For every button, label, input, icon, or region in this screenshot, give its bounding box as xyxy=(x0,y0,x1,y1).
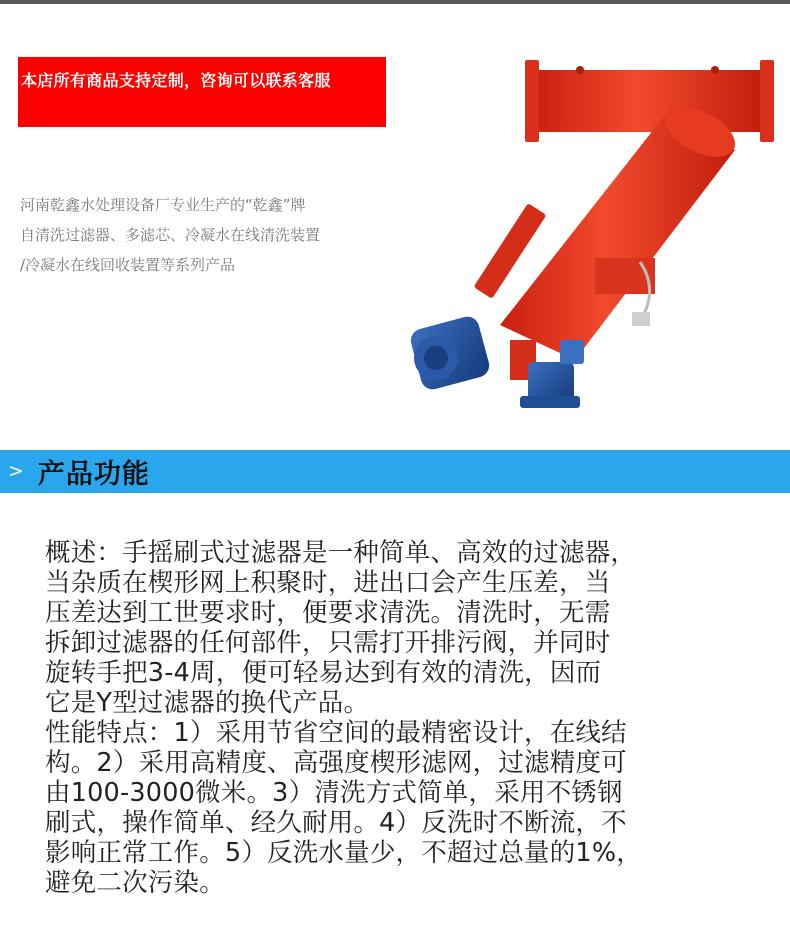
section-title: 产品功能 xyxy=(37,459,150,490)
product-image xyxy=(400,40,780,435)
description-line: 构。2）采用高精度、高强度楔形滤网，过滤精度可 xyxy=(45,748,627,778)
intro-line: 自清洗过滤器、多滤芯、冷凝水在线清洗装置 xyxy=(20,226,321,244)
description-line: 刷式，操作简单、经久耐用。4）反洗时不断流，不 xyxy=(45,808,627,838)
description-line: 避免二次污染。 xyxy=(45,868,225,898)
motor xyxy=(408,314,492,392)
description-line: 当杂质在楔形网上积聚时，进出口会产生压差，当 xyxy=(45,568,611,598)
intro-line: 河南乾鑫水处理设备厂专业生产的“乾鑫”牌 xyxy=(20,196,306,214)
pipe-flange-right xyxy=(760,60,774,142)
promo-banner xyxy=(18,57,386,127)
promo-text: 本店所有商品支持定制，咨询可以联系客服 xyxy=(21,71,331,90)
section-header xyxy=(0,450,790,493)
intro-paragraph xyxy=(20,190,400,280)
description-line: 拆卸过滤器的任何部件，只需打开排污阀，并同时 xyxy=(45,628,611,658)
main-pipe xyxy=(533,70,765,132)
description-line: 旋转手把3-4周，便可轻易达到有效的清洗，因而 xyxy=(45,658,602,688)
description-line: 由100-3000微米。3）清洗方式简单，采用不锈钢 xyxy=(45,778,623,808)
description-line: 性能特点：1）采用节省空间的最精密设计，在线结 xyxy=(45,718,627,748)
chevron-right-icon: > xyxy=(8,460,24,482)
top-divider xyxy=(0,0,790,4)
intro-line: /冷凝水在线回收装置等系列产品 xyxy=(20,256,236,274)
product-description xyxy=(45,538,765,898)
description-line: 影响正常工作。5）反洗水量少，不超过总量的1%， xyxy=(45,838,642,868)
description-line: 它是Y型过滤器的换代产品。 xyxy=(45,688,370,718)
description-line: 概述：手摇刷式过滤器是一种简单、高效的过滤器， xyxy=(45,538,637,568)
description-line: 压差达到工世要求时，便要求清洗。清洗时，无需 xyxy=(45,598,611,628)
pipe-flange-left xyxy=(525,60,539,142)
